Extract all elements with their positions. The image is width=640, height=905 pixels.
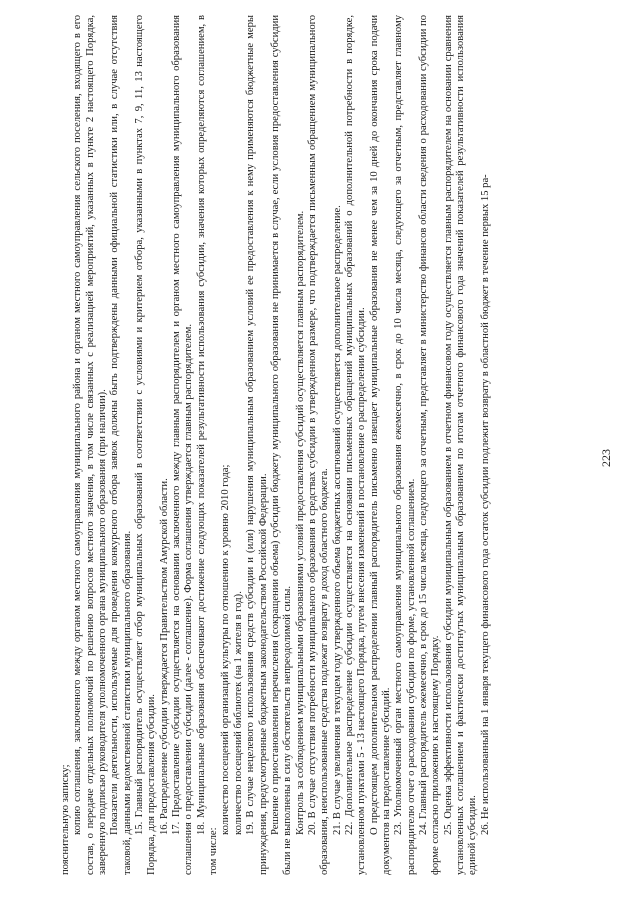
body-paragraph: 19. В случае нецелевого использования средств субсидии и (или) нарушения муниципальным образованием условий ее предоставления к нему применяются бюджетные меры принуждения, предусмотренные бюджетным законодательством Российской Федерации.: [245, 15, 269, 875]
body-paragraph: О предстоящем дополнительном распределении главный распорядитель письменно извещает муниципальные образования не менее чем за 10 дней до окончания срока подачи документов на предоставление субсидий.: [368, 15, 392, 875]
body-paragraph: количество посещений библиотек (на 1 жителя в год).: [232, 591, 244, 835]
body-paragraph: 21. В случае увеличения в текущем году утвержденного объема бюджетных ассигнований осуществляется дополнительное распределение.: [331, 205, 343, 835]
body-paragraph: количество посещений организаций культуры по отношению к уровню 2010 года;: [220, 464, 232, 835]
body-paragraph: 22. Дополнительное распределение субсидии осуществляется на основании письменных обращений муниципальных образований о дополнительной потребности в порядке, установленном пунктами 5 - 13 настоящего Порядка, путем внесения изменений в постановление о распределении субсидии.: [343, 15, 368, 875]
body-paragraph: 24. Главный распорядитель ежемесячно, в срок до 15 числа месяца, следующего за отчетным, представляет в министерство финансов области сведения о расходовании субсидии по форме согласно приложению к настоящему Порядку.: [417, 15, 442, 875]
page-number-text: 223: [599, 449, 613, 467]
body-paragraph: 15. Главный распорядитель осуществляет отбор муниципальных образований в соответствии с условиями и критерием отбора, указанными в пунктах 7, 9, 11, 13 настоящего Порядка, для предоставления субсидии.: [134, 15, 158, 875]
body-paragraph: 25. Оценка эффективности использования субсидии муниципальным образованием в отчетном финансовом году осуществляется главным распорядителем на основании сравнения установленных соглашением и фактически достигнутых муниципальным образованием по итогам отчетного финансового года значений показателей результативности использования единой субсидии.: [442, 15, 479, 875]
body-paragraph: 18. Муниципальные образования обеспечивают достижение следующих показателей результативности использования субсидии, значения которых определяются соглашением, в том числе:: [195, 15, 220, 875]
document-body: [60, 15, 540, 875]
body-paragraph: Показатели деятельности, используемые для проведения конкурсного отбора заявок должны быть подтверждены данными официальной статистики или, в случае отсутствия таковой, данными ведомственной статистики муниципального образования.: [109, 15, 133, 875]
page-number: [596, 440, 616, 480]
body-paragraph: Контроль за соблюдением муниципальными образованиями условий предоставления субсидий осуществляется главным распорядителем.: [294, 210, 306, 835]
body-paragraph: 17. Предоставление субсидии осуществляется на основании заключенного между главным распорядителем и органом местного самоуправления муниципального образования соглашения о предоставлении субсидии (далее - соглашение). Форма соглашения утверждается главным распорядителем.: [171, 15, 195, 875]
body-paragraph: пояснительную записку;: [60, 764, 71, 875]
body-paragraph: 23. Уполномоченный орган местного самоуправления муниципального образования ежемесячно, в срок до 10 числа месяца, следующего за отчетным, представляет главному распорядителю отчет о расходовании субсидии по форме, установленной соглашением.: [393, 15, 417, 875]
body-paragraph: 26. Не использованный на 1 января текущего финансового года остаток субсидии подлежит возврату в областной бюджет в течение первых 15 ра-: [479, 174, 491, 835]
body-paragraph: 20. В случае отсутствия потребности муниципального образования в средствах субсидии в утвержденном размере, что подтверждается письменным обращением муниципального образования, неиспользованные средства подлежат возврату в доход областного бюджета.: [306, 15, 331, 875]
body-paragraph: копию соглашения, заключенного между органом местного самоуправления муниципального района и органом местного самоуправления сельского поселения, входящего в его состав, о передаче отдельных полномочий по решению вопросов местного значения, в том числе связанных с реализацией мероприятий, указанных в пункте 2 настоящего Порядка, заверенную подписью руководителя уполномоченного органа муниципального образования (при наличии).: [72, 15, 109, 875]
body-paragraph: 16. Распределение субсидии утверждается Правительством Амурской области.: [158, 478, 170, 835]
body-paragraph: Решение о приостановлении перечисления (сокращении объема) субсидии бюджету муниципального образования не принимается в случае, если условия предоставления субсидии были не выполнены в силу обстоятельств непреодолимой силы.: [269, 15, 294, 875]
